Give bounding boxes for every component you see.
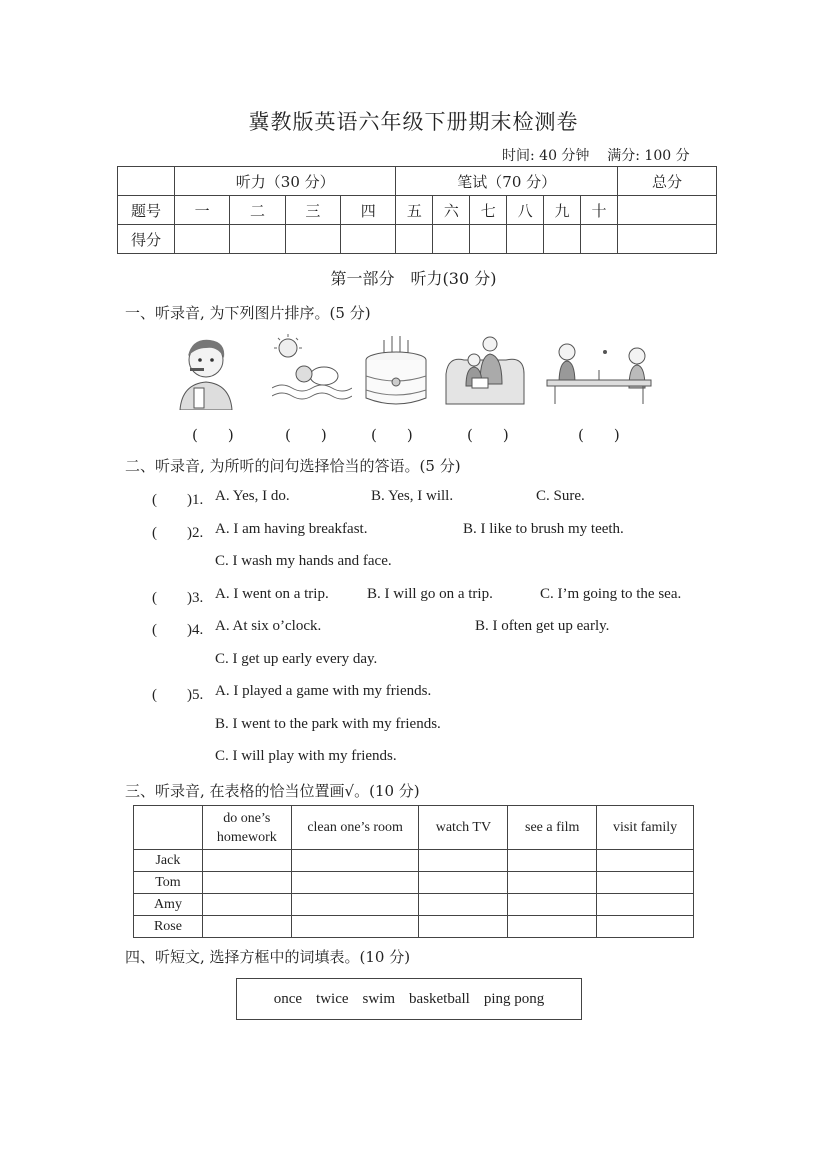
question-number[interactable]: ( )5. (152, 687, 204, 703)
score-cell[interactable] (544, 225, 581, 254)
question-number: 三 (285, 196, 340, 225)
score-cell[interactable] (341, 225, 396, 254)
check-cell[interactable] (508, 850, 597, 872)
page-title: 冀教版英语六年级下册期末检测卷 (248, 110, 579, 134)
question-number: 二 (230, 196, 285, 225)
picture-answer-bracket[interactable]: ( ) (578, 426, 620, 444)
option-a: A. At six o’clock. (215, 618, 322, 634)
score-table-corner (118, 167, 175, 196)
question-number: 一 (175, 196, 230, 225)
check-cell[interactable] (419, 894, 508, 916)
score-cell[interactable] (507, 225, 544, 254)
check-cell[interactable] (202, 850, 291, 872)
check-cell[interactable] (291, 916, 419, 938)
row-header: Jack (134, 850, 203, 872)
word-option: basketball (409, 990, 470, 1007)
check-cell[interactable] (202, 894, 291, 916)
score-cell[interactable] (470, 225, 507, 254)
option-c: C. I wash my hands and face. (215, 553, 392, 569)
section-one-heading: 一、听录音, 为下列图片排序。(5 分) (125, 304, 371, 322)
word-option: twice (316, 990, 349, 1007)
exam-meta (502, 145, 690, 165)
row-header: Amy (134, 894, 203, 916)
option-a: A. I am having breakfast. (215, 521, 368, 537)
family-sofa-icon (444, 334, 526, 408)
option-b: B. I went to the park with my friends. (215, 716, 441, 732)
question-number: 五 (396, 196, 433, 225)
question-number: 七 (470, 196, 507, 225)
column-header: see a film (508, 806, 597, 850)
option-b: B. I will go on a trip. (367, 586, 493, 602)
column-header: do one’s homework (202, 806, 291, 850)
question-number: 四 (341, 196, 396, 225)
option-a: A. Yes, I do. (215, 488, 290, 504)
column-header: watch TV (419, 806, 508, 850)
check-cell[interactable] (202, 916, 291, 938)
total-header: 总分 (618, 167, 717, 196)
option-b: B. I often get up early. (475, 618, 610, 634)
full-score: 满分: 100 分 (607, 148, 690, 164)
column-header: clean one’s room (291, 806, 419, 850)
section-two-heading: 二、听录音, 为所听的问句选择恰当的答语。(5 分) (125, 457, 461, 475)
listening-header: 听力（30 分） (175, 167, 396, 196)
question-number: 六 (433, 196, 470, 225)
option-c: C. I’m going to the sea. (540, 586, 682, 602)
boy-brushing-teeth-icon (170, 332, 242, 410)
ping-pong-icon (545, 340, 663, 406)
picture-answer-bracket[interactable]: ( ) (192, 426, 234, 444)
score-table (117, 166, 717, 254)
score-label: 得分 (118, 225, 175, 254)
option-a: A. I went on a trip. (215, 586, 329, 602)
picture-answer-bracket[interactable]: ( ) (467, 426, 509, 444)
check-cell[interactable] (597, 850, 694, 872)
score-cell[interactable] (230, 225, 285, 254)
question-number: 九 (544, 196, 581, 225)
check-cell[interactable] (597, 872, 694, 894)
question-number[interactable]: ( )4. (152, 622, 204, 638)
score-cell[interactable] (285, 225, 340, 254)
score-cell[interactable] (175, 225, 230, 254)
check-cell[interactable] (597, 894, 694, 916)
score-cell[interactable] (433, 225, 470, 254)
section-four-heading: 四、听短文, 选择方框中的词填表。(10 分) (125, 948, 411, 966)
question-number[interactable]: ( )3. (152, 590, 204, 606)
word-bank (236, 978, 582, 1020)
question-number[interactable]: ( )1. (152, 492, 204, 508)
option-b: B. Yes, I will. (371, 488, 454, 504)
check-cell[interactable] (291, 872, 419, 894)
section-three-heading: 三、听录音, 在表格的恰当位置画√。(10 分) (125, 782, 420, 800)
check-cell[interactable] (508, 872, 597, 894)
time-limit: 时间: 40 分钟 (502, 148, 590, 164)
total-score-cell[interactable] (618, 225, 717, 254)
word-option: ping pong (483, 990, 545, 1007)
picture-answer-bracket[interactable]: ( ) (285, 426, 327, 444)
option-a: A. I played a game with my friends. (215, 683, 432, 699)
check-cell[interactable] (597, 916, 694, 938)
check-cell[interactable] (419, 916, 508, 938)
picture-answer-bracket[interactable]: ( ) (371, 426, 413, 444)
activity-table (133, 805, 694, 938)
word-option: once (273, 990, 303, 1007)
check-cell[interactable] (419, 872, 508, 894)
option-c: C. I will play with my friends. (215, 748, 397, 764)
score-cell[interactable] (396, 225, 433, 254)
row-header: Rose (134, 916, 203, 938)
check-cell[interactable] (508, 894, 597, 916)
question-number-label: 题号 (118, 196, 175, 225)
score-cell[interactable] (581, 225, 618, 254)
option-b: B. I like to brush my teeth. (463, 521, 624, 537)
question-number[interactable]: ( )2. (152, 525, 204, 541)
word-option: swim (362, 990, 396, 1007)
writing-header: 笔试（70 分） (396, 167, 618, 196)
question-number: 十 (581, 196, 618, 225)
option-c: C. I get up early every day. (215, 651, 378, 667)
check-cell[interactable] (291, 850, 419, 872)
check-cell[interactable] (419, 850, 508, 872)
option-c: C. Sure. (536, 488, 585, 504)
question-number: 八 (507, 196, 544, 225)
birthday-cake-icon (360, 332, 432, 410)
column-header: visit family (597, 806, 694, 850)
check-cell[interactable] (291, 894, 419, 916)
swimming-icon (272, 334, 352, 406)
table-corner (134, 806, 203, 850)
part-one-title: 第一部分 听力(30 分) (330, 269, 497, 288)
total-cell (618, 196, 717, 225)
check-cell[interactable] (508, 916, 597, 938)
check-cell[interactable] (202, 872, 291, 894)
row-header: Tom (134, 872, 203, 894)
